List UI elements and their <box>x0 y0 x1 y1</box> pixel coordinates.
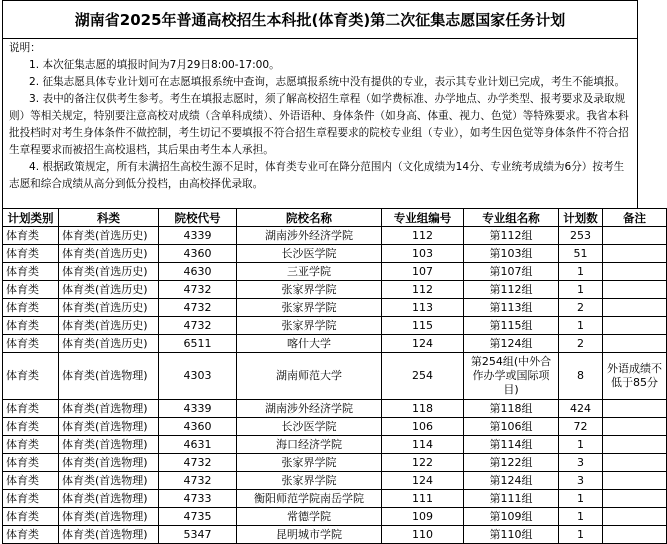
table-row <box>3 418 667 436</box>
cell-subject: 体育类(首选物理) <box>59 436 159 454</box>
cell-group-code: 124 <box>382 472 464 490</box>
header-subject: 科类 <box>59 209 159 227</box>
cell-plan-type: 体育类 <box>3 335 59 353</box>
cell-subject: 体育类(首选历史) <box>59 281 159 299</box>
page-title: 湖南省2025年普通高校招生本科批(体育类)第二次征集志愿国家任务计划 <box>2 0 638 38</box>
table-row <box>3 508 667 526</box>
cell-group-name: 第106组 <box>464 418 559 436</box>
cell-subject: 体育类(首选历史) <box>59 317 159 335</box>
cell-school-name: 湖南师范大学 <box>237 353 382 400</box>
cell-group-code: 112 <box>382 281 464 299</box>
notes-section <box>2 38 638 208</box>
cell-plan-type: 体育类 <box>3 436 59 454</box>
cell-plan-count: 72 <box>559 418 603 436</box>
cell-plan-type: 体育类 <box>3 454 59 472</box>
cell-subject: 体育类(首选物理) <box>59 400 159 418</box>
cell-plan-type: 体育类 <box>3 508 59 526</box>
cell-school-name: 昆明城市学院 <box>237 526 382 544</box>
cell-school-name: 海口经济学院 <box>237 436 382 454</box>
cell-school-name: 长沙医学院 <box>237 245 382 263</box>
header-plan-count: 计划数 <box>559 209 603 227</box>
cell-group-name: 第109组 <box>464 508 559 526</box>
cell-group-code: 106 <box>382 418 464 436</box>
cell-school-code: 4732 <box>159 317 237 335</box>
cell-group-name: 第124组 <box>464 472 559 490</box>
cell-plan-count: 2 <box>559 335 603 353</box>
cell-subject: 体育类(首选物理) <box>59 526 159 544</box>
table-row <box>3 353 667 400</box>
cell-group-name: 第103组 <box>464 245 559 263</box>
cell-plan-count: 1 <box>559 490 603 508</box>
cell-school-name: 长沙医学院 <box>237 418 382 436</box>
cell-plan-type: 体育类 <box>3 490 59 508</box>
document-sheet <box>2 0 662 544</box>
cell-school-code: 4630 <box>159 263 237 281</box>
cell-group-code: 107 <box>382 263 464 281</box>
cell-school-code: 4631 <box>159 436 237 454</box>
cell-remarks <box>603 490 667 508</box>
cell-group-code: 110 <box>382 526 464 544</box>
cell-remarks <box>603 436 667 454</box>
cell-school-code: 4733 <box>159 490 237 508</box>
cell-subject: 体育类(首选物理) <box>59 490 159 508</box>
table-row <box>3 263 667 281</box>
note-item-2: 2. 征集志愿具体专业计划可在志愿填报系统中查询，志愿填报系统中没有提供的专业，表示其专业计划已完成，考生不能填报。 <box>29 76 626 88</box>
cell-school-code: 4732 <box>159 454 237 472</box>
cell-school-code: 4339 <box>159 400 237 418</box>
table-row <box>3 227 667 245</box>
notes-heading: 说明： <box>9 42 41 54</box>
table-row <box>3 472 667 490</box>
cell-school-code: 4360 <box>159 418 237 436</box>
cell-plan-count: 253 <box>559 227 603 245</box>
cell-subject: 体育类(首选历史) <box>59 227 159 245</box>
note-item-4: 4. 根据政策规定，所有未满招生高校生源不足时，体育类专业可在降分范围内（文化成绩为14分、专业统考成绩为6分）按考生志愿和综合成绩从高分到低分投档，由高校择优录取。 <box>9 161 625 190</box>
cell-remarks <box>603 263 667 281</box>
cell-remarks <box>603 299 667 317</box>
cell-remarks <box>603 281 667 299</box>
cell-plan-type: 体育类 <box>3 472 59 490</box>
cell-school-code: 4732 <box>159 472 237 490</box>
header-school-name: 院校名称 <box>237 209 382 227</box>
cell-school-code: 4735 <box>159 508 237 526</box>
table-row <box>3 281 667 299</box>
cell-plan-count: 1 <box>559 281 603 299</box>
cell-school-name: 湖南涉外经济学院 <box>237 227 382 245</box>
cell-plan-type: 体育类 <box>3 281 59 299</box>
cell-group-code: 122 <box>382 454 464 472</box>
cell-plan-count: 3 <box>559 454 603 472</box>
note-item-3: 3. 表中的备注仅供考生参考。考生在填报志愿时，须了解高校招生章程（如学费标准、办学地点、办学类型、报考要求及录取规则）等相关规定，特别要注意高校对成绩（含单科成绩）、外语语种、身体条件（如身高、体重、视力、色觉）等特殊要求。我省本科批投档时对考生身体条件不做控制，考生切记不要填报不符合招生章程要求的院校专业组（专业），如考生因色觉等身体条件不符合招生章程要求而被招生高校退档，其后果由考生本人承担。 <box>9 93 629 156</box>
cell-remarks <box>603 400 667 418</box>
cell-group-name: 第112组 <box>464 281 559 299</box>
cell-plan-count: 1 <box>559 263 603 281</box>
cell-remarks <box>603 454 667 472</box>
cell-school-code: 4303 <box>159 353 237 400</box>
cell-plan-count: 1 <box>559 436 603 454</box>
cell-plan-count: 8 <box>559 353 603 400</box>
cell-group-code: 111 <box>382 490 464 508</box>
cell-group-code: 112 <box>382 227 464 245</box>
cell-school-code: 6511 <box>159 335 237 353</box>
cell-subject: 体育类(首选物理) <box>59 508 159 526</box>
table-row <box>3 317 667 335</box>
header-remarks: 备注 <box>603 209 667 227</box>
cell-remarks <box>603 335 667 353</box>
cell-remarks <box>603 245 667 263</box>
cell-school-code: 5347 <box>159 526 237 544</box>
cell-remarks <box>603 472 667 490</box>
cell-subject: 体育类(首选物理) <box>59 418 159 436</box>
cell-group-name: 第115组 <box>464 317 559 335</box>
cell-plan-type: 体育类 <box>3 299 59 317</box>
cell-school-name: 张家界学院 <box>237 472 382 490</box>
cell-subject: 体育类(首选历史) <box>59 299 159 317</box>
cell-plan-count: 2 <box>559 299 603 317</box>
cell-group-name: 第110组 <box>464 526 559 544</box>
cell-plan-count: 51 <box>559 245 603 263</box>
cell-school-name: 喀什大学 <box>237 335 382 353</box>
cell-plan-type: 体育类 <box>3 353 59 400</box>
cell-group-name: 第114组 <box>464 436 559 454</box>
cell-subject: 体育类(首选历史) <box>59 263 159 281</box>
cell-plan-count: 3 <box>559 472 603 490</box>
table-row <box>3 245 667 263</box>
cell-group-name: 第111组 <box>464 490 559 508</box>
table-row <box>3 436 667 454</box>
table-row <box>3 490 667 508</box>
table-row <box>3 526 667 544</box>
cell-group-name: 第122组 <box>464 454 559 472</box>
header-school-code: 院校代号 <box>159 209 237 227</box>
cell-group-name: 第124组 <box>464 335 559 353</box>
cell-group-code: 254 <box>382 353 464 400</box>
cell-plan-type: 体育类 <box>3 317 59 335</box>
cell-group-name: 第118组 <box>464 400 559 418</box>
cell-school-name: 衡阳师范学院南岳学院 <box>237 490 382 508</box>
cell-school-code: 4732 <box>159 299 237 317</box>
cell-school-code: 4732 <box>159 281 237 299</box>
cell-plan-type: 体育类 <box>3 418 59 436</box>
cell-remarks <box>603 508 667 526</box>
cell-subject: 体育类(首选物理) <box>59 472 159 490</box>
table-row <box>3 400 667 418</box>
table-body <box>3 227 667 544</box>
cell-school-code: 4360 <box>159 245 237 263</box>
cell-plan-type: 体育类 <box>3 400 59 418</box>
cell-subject: 体育类(首选历史) <box>59 245 159 263</box>
cell-group-code: 103 <box>382 245 464 263</box>
cell-group-code: 124 <box>382 335 464 353</box>
cell-remarks <box>603 317 667 335</box>
cell-plan-count: 1 <box>559 508 603 526</box>
table-row <box>3 299 667 317</box>
cell-plan-count: 1 <box>559 317 603 335</box>
cell-school-name: 张家界学院 <box>237 454 382 472</box>
cell-plan-type: 体育类 <box>3 263 59 281</box>
cell-subject: 体育类(首选物理) <box>59 353 159 400</box>
cell-school-code: 4339 <box>159 227 237 245</box>
cell-school-name: 张家界学院 <box>237 299 382 317</box>
cell-school-name: 常德学院 <box>237 508 382 526</box>
cell-plan-type: 体育类 <box>3 227 59 245</box>
cell-group-code: 109 <box>382 508 464 526</box>
cell-subject: 体育类(首选物理) <box>59 454 159 472</box>
cell-remarks <box>603 526 667 544</box>
cell-group-code: 114 <box>382 436 464 454</box>
cell-school-name: 张家界学院 <box>237 281 382 299</box>
cell-plan-type: 体育类 <box>3 526 59 544</box>
cell-school-name: 张家界学院 <box>237 317 382 335</box>
table-row <box>3 335 667 353</box>
cell-plan-type: 体育类 <box>3 245 59 263</box>
plan-table <box>2 208 667 544</box>
cell-plan-count: 424 <box>559 400 603 418</box>
cell-school-name: 三亚学院 <box>237 263 382 281</box>
cell-school-name: 湖南涉外经济学院 <box>237 400 382 418</box>
header-group-code: 专业组编号 <box>382 209 464 227</box>
cell-group-code: 115 <box>382 317 464 335</box>
cell-remarks <box>603 418 667 436</box>
note-item-1: 1. 本次征集志愿的填报时间为7月29日8:00-17:00。 <box>29 59 280 71</box>
table-header-row <box>3 209 667 227</box>
cell-subject: 体育类(首选历史) <box>59 335 159 353</box>
cell-group-code: 113 <box>382 299 464 317</box>
cell-remarks: 外语成绩不低于85分 <box>603 353 667 400</box>
cell-plan-count: 1 <box>559 526 603 544</box>
cell-group-code: 118 <box>382 400 464 418</box>
cell-remarks <box>603 227 667 245</box>
cell-group-name: 第113组 <box>464 299 559 317</box>
cell-group-name: 第112组 <box>464 227 559 245</box>
cell-group-name: 第254组(中外合作办学或国际项目) <box>464 353 559 400</box>
cell-group-name: 第107组 <box>464 263 559 281</box>
table-row <box>3 454 667 472</box>
header-group-name: 专业组名称 <box>464 209 559 227</box>
header-plan-type: 计划类别 <box>3 209 59 227</box>
